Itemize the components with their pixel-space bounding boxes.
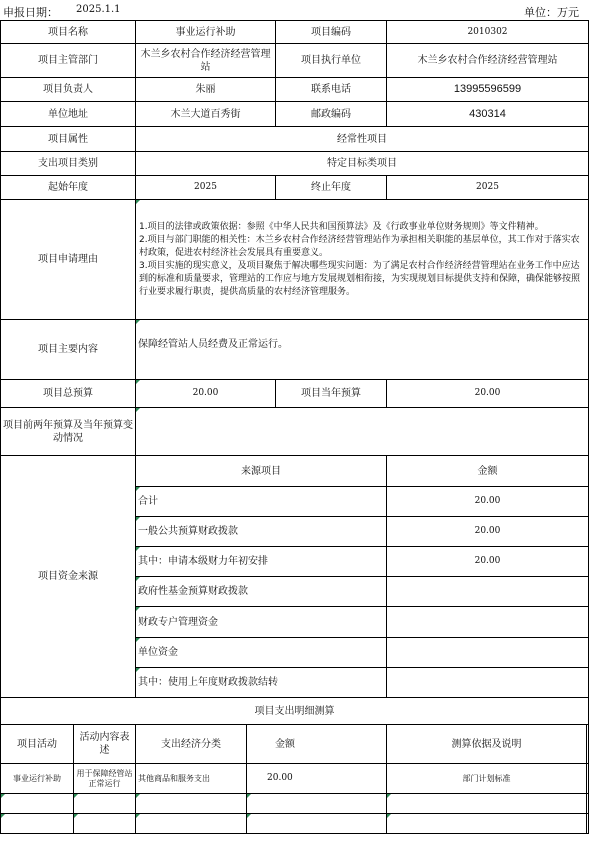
empty-cell[interactable]: [74, 794, 136, 814]
project-code-label: 项目编码: [276, 21, 387, 44]
total-budget-value[interactable]: 20.00: [136, 380, 276, 408]
funding-label: 项目资金来源: [1, 456, 136, 698]
phone-value[interactable]: 13995596599: [387, 78, 589, 102]
funding-header-row: [1, 456, 589, 487]
report-date-value: 2025.1.1: [76, 4, 121, 15]
content-label: 项目主要内容: [1, 320, 136, 380]
detail-basis[interactable]: 部门计划标准: [387, 764, 587, 794]
empty-cell[interactable]: [74, 814, 136, 834]
detail-header-row: [1, 725, 589, 764]
empty-cell[interactable]: [587, 814, 589, 834]
row-change: [1, 408, 589, 456]
empty-cell[interactable]: [1, 794, 74, 814]
funding-amount-local[interactable]: 20.00: [387, 547, 589, 577]
funding-amount-header: 金额: [387, 456, 589, 487]
funding-source-unit: 单位资金: [136, 638, 387, 668]
leader-label: 项目负责人: [1, 78, 136, 102]
project-name-label: 项目名称: [1, 21, 136, 44]
empty-cell[interactable]: [136, 814, 247, 834]
row-category: [1, 152, 589, 176]
change-value[interactable]: [136, 408, 589, 456]
reason-line-1: 1.项目的法律或政策依据：参照《中华人民共和国预算法》及《行政事业单位财务规则》等文件精神。: [139, 221, 544, 232]
row-dept: [1, 44, 589, 78]
funding-source-total: 合计: [136, 487, 387, 517]
detail-empty-row: [1, 814, 589, 834]
exec-unit-value[interactable]: 木兰乡农村合作经济经营管理站: [387, 44, 589, 78]
funding-amount-unit[interactable]: [387, 638, 589, 668]
empty-cell[interactable]: [247, 794, 387, 814]
start-year-label: 起始年度: [1, 176, 136, 200]
funding-source-gov-fund: 政府性基金预算财政拨款: [136, 577, 387, 607]
funding-amount-total[interactable]: 20.00: [387, 487, 589, 517]
empty-cell[interactable]: [1, 814, 74, 834]
address-value[interactable]: 木兰大道百秀街: [136, 102, 276, 127]
detail-amount[interactable]: 20.00: [247, 764, 387, 794]
detail-row: [1, 764, 589, 794]
project-budget-table: [0, 20, 589, 834]
detail-header-amount: 金额: [247, 725, 387, 764]
end-year-label: 终止年度: [276, 176, 387, 200]
funding-source-carryover: 其中：使用上年度财政拨款结转: [136, 668, 387, 698]
funding-amount-carryover[interactable]: [387, 668, 589, 698]
postcode-value[interactable]: 430314: [387, 102, 589, 127]
empty-cell[interactable]: [587, 794, 589, 814]
category-label: 支出项目类别: [1, 152, 136, 176]
detail-header-note: [587, 725, 589, 764]
row-address: [1, 102, 589, 127]
attribute-label: 项目属性: [1, 127, 136, 152]
content-value[interactable]: 保障经管站人员经费及正常运行。: [136, 320, 589, 380]
detail-header-content: 活动内容表述: [74, 725, 136, 764]
detail-header-activity: 项目活动: [1, 725, 74, 764]
end-year-value[interactable]: 2025: [387, 176, 589, 200]
dept-label: 项目主管部门: [1, 44, 136, 78]
empty-cell[interactable]: [387, 814, 587, 834]
total-budget-label: 项目总预算: [1, 380, 136, 408]
funding-amount-special[interactable]: [387, 607, 589, 638]
detail-activity[interactable]: 事业运行补助: [1, 764, 74, 794]
unit-label: 单位：万元: [524, 6, 579, 19]
reason-text[interactable]: [136, 200, 589, 320]
report-header: [0, 0, 589, 20]
empty-cell[interactable]: [136, 794, 247, 814]
funding-source-general: 一般公共预算财政拨款: [136, 517, 387, 547]
report-date-label: 申报日期：: [3, 6, 58, 19]
detail-title-row: [1, 698, 589, 725]
reason-label: 项目申请理由: [1, 200, 136, 320]
category-value[interactable]: 特定目标类项目: [136, 152, 589, 176]
detail-note[interactable]: [587, 764, 589, 794]
reason-line-2: 2.项目与部门职能的相关性：木兰乡农村合作经济经营管理站作为承担相关职能的基层单位，其工作对于落实农村政策，促进农村经济社会发展具有重要意义。: [139, 234, 580, 258]
detail-empty-row: [1, 794, 589, 814]
address-label: 单位地址: [1, 102, 136, 127]
project-code-value[interactable]: 2010302: [387, 21, 589, 44]
detail-content[interactable]: 用于保障经管站正常运行: [74, 764, 136, 794]
detail-header-econ: 支出经济分类: [136, 725, 247, 764]
phone-label: 联系电话: [276, 78, 387, 102]
leader-value[interactable]: 朱丽: [136, 78, 276, 102]
funding-amount-gov-fund[interactable]: [387, 577, 589, 607]
empty-cell[interactable]: [247, 814, 387, 834]
row-budget: [1, 380, 589, 408]
row-leader: [1, 78, 589, 102]
detail-title: 项目支出明细测算: [1, 698, 589, 725]
detail-econ[interactable]: 其他商品和服务支出: [136, 764, 247, 794]
change-label: 项目前两年预算及当年预算变动情况: [1, 408, 136, 456]
row-reason: [1, 200, 589, 320]
row-years: [1, 176, 589, 200]
reason-line-3: 3.项目实施的现实意义，及项目聚焦于解决哪些现实问题：为了满足农村合作经济经营管理站在业务工作中应达到的标准和质量要求，管理站的工作应与地方发展规划相衔接，为实现规划目标提供支持和保障，确保能够按照行业要求履行职责，提供高质量的农村经济管理服务。: [139, 260, 581, 297]
detail-header-basis: 测算依据及说明: [387, 725, 587, 764]
funding-source-special: 财政专户管理资金: [136, 607, 387, 638]
year-budget-label: 项目当年预算: [276, 380, 387, 408]
row-content: [1, 320, 589, 380]
project-name-value[interactable]: 事业运行补助: [136, 21, 276, 44]
year-budget-value[interactable]: 20.00: [387, 380, 589, 408]
funding-amount-general[interactable]: 20.00: [387, 517, 589, 547]
attribute-value[interactable]: 经常性项目: [136, 127, 589, 152]
funding-source-local: 其中：申请本级财力年初安排: [136, 547, 387, 577]
funding-source-header: 来源项目: [136, 456, 387, 487]
row-project-name: [1, 21, 589, 44]
postcode-label: 邮政编码: [276, 102, 387, 127]
dept-value[interactable]: 木兰乡农村合作经济经营管理站: [136, 44, 276, 78]
start-year-value[interactable]: 2025: [136, 176, 276, 200]
exec-unit-label: 项目执行单位: [276, 44, 387, 78]
row-attribute: [1, 127, 589, 152]
empty-cell[interactable]: [387, 794, 587, 814]
